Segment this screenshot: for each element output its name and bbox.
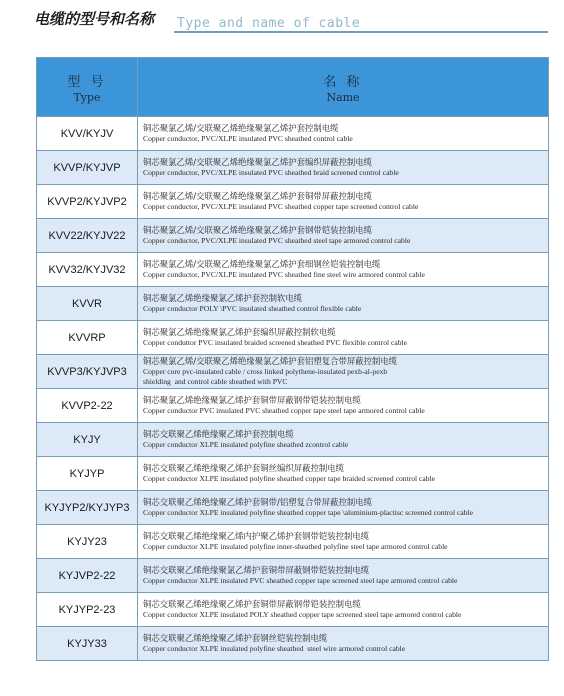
table-body (37, 117, 549, 661)
cable-type-cell: KVVP2-22 (37, 389, 138, 423)
cable-type-cell: KVVR (37, 287, 138, 321)
table-row (37, 457, 549, 491)
cable-type-cell: KYJY23 (37, 525, 138, 559)
table-row (37, 219, 549, 253)
cable-name-cell (138, 491, 549, 525)
cable-name-cn: 铜芯交联聚乙烯绝缘聚乙烯护套铜带/铝塑复合带屏蔽控制电缆 (143, 497, 372, 507)
cable-name-cn: 铜芯交联聚乙烯绝缘聚乙烯护套铜丝编织屏蔽控制电缆 (143, 463, 344, 473)
cable-name-cn: 铜芯聚氯乙烯/交联聚乙烯绝缘聚氯乙烯护套编织屏蔽控制电缆 (143, 157, 372, 167)
cable-name-en: Copper conductor XLPE insulated polyfine sheathed steel wire armored control cable (143, 644, 406, 653)
cable-name-en: Copper conductor, PVC/XLPE insulated PVC sheathed control cable (143, 134, 353, 143)
title-underline (174, 31, 548, 33)
cable-name-cn: 铜芯聚氯乙烯/交联聚乙烯绝缘聚氯乙烯护套控制电缆 (143, 123, 339, 133)
cable-type-cell: KYJYP (37, 457, 138, 491)
cable-name-cn: 铜芯交联聚乙烯绝缘聚乙烯护套钢丝铠装控制电缆 (143, 633, 328, 643)
table-row (37, 355, 549, 389)
table-row (37, 627, 549, 661)
cable-type-cell: KVV32/KYJV32 (37, 253, 138, 287)
type-header-cn: 型 号 (67, 74, 107, 90)
table-row (37, 491, 549, 525)
section-header (34, 6, 548, 34)
cable-name-en: Copper conductor, PVC/XLPE insulated PVC sheathed fine steel wire armored control cable (143, 270, 425, 279)
cable-name-cell (138, 559, 549, 593)
cable-name-cell (138, 117, 549, 151)
cable-name-en: Copper conductor XLPE insulated polyfine sheathed copper tape braided screened control cable (143, 474, 436, 483)
cable-name-en: Copper conductor XLPE insulated polyfine sheathed copper tape \aluminium-plactisc screened control cable (143, 508, 474, 517)
name-column-header (138, 58, 549, 117)
cable-table (36, 57, 549, 661)
cable-name-en: Copper conductor XLPE insulated polyfine inner-sheathed polyfine steel tape armored control cable (143, 542, 448, 551)
cable-name-cell (138, 219, 549, 253)
cable-name-en: Copper conductor, PVC/XLPE insulated PVC sheathed braid screened control cable (143, 168, 399, 177)
cable-type-cell: KVV/KYJV (37, 117, 138, 151)
cable-name-cn: 铜芯聚氯乙烯/交联聚乙烯绝缘聚氯乙烯护套钢带铠装控制电缆 (143, 225, 372, 235)
cable-name-cell (138, 593, 549, 627)
cable-type-cell: KYJVP2-22 (37, 559, 138, 593)
cable-name-cn: 铜芯交联聚乙烯绝缘聚乙烯护套控制电缆 (143, 429, 294, 439)
cable-name-cn: 铜芯聚氯乙烯绝缘聚氯乙烯护套控制软电缆 (143, 293, 303, 303)
table-row (37, 253, 549, 287)
cable-type-cell: KYJY (37, 423, 138, 457)
cable-name-en: Copper conductor, PVC/XLPE insulated PVC sheathed copper tape screened control cable (143, 202, 419, 211)
cable-name-cn: 铜芯聚氯乙烯/交联聚乙烯绝缘聚氯乙烯护套细钢丝铠装控制电缆 (143, 259, 381, 269)
cable-name-cn: 铜芯聚氯乙烯/交联聚乙烯绝缘聚氯乙烯护套铝塑复合带屏蔽控制电缆 (143, 356, 398, 366)
cable-type-cell: KVV22/KYJV22 (37, 219, 138, 253)
table-row (37, 117, 549, 151)
table-row (37, 287, 549, 321)
cable-name-cn: 铜芯聚氯乙烯绝缘聚氯乙烯护套铜带屏蔽钢带铠装控制电缆 (143, 395, 361, 405)
cable-name-cn: 铜芯交联聚乙烯绝缘聚氯乙烯护套铜带屏蔽钢带铠装控制电缆 (143, 565, 370, 575)
type-header-en: Type (73, 90, 101, 104)
cable-name-cn: 铜芯聚氯乙烯绝缘聚氯乙烯护套编织屏蔽控制软电缆 (143, 327, 336, 337)
cable-name-cell (138, 627, 549, 661)
table-row (37, 151, 549, 185)
cable-type-cell: KVVP2/KYJVP2 (37, 185, 138, 219)
table-row (37, 389, 549, 423)
cable-name-cell (138, 151, 549, 185)
name-header-cn: 名 称 (323, 74, 363, 90)
cable-name-cell (138, 185, 549, 219)
cable-name-en: Copper conductor XLPE insulated polyfine sheathed zcontrol cable (143, 440, 349, 449)
name-header-en: Name (326, 90, 360, 104)
cable-name-cell (138, 457, 549, 491)
cable-name-cell (138, 389, 549, 423)
cable-name-en: Copper conductor XLPE insulated PVC sheathed copper tape screened steel tape armored control cable (143, 576, 458, 585)
cable-name-en: Copper conductor PVC insulated PVC sheathed copper tape steel tape armored control cable (143, 406, 425, 415)
cable-name-cell (138, 525, 549, 559)
table-row (37, 423, 549, 457)
cable-name-cn: 铜芯交联聚乙烯绝缘聚乙烯内护聚乙烯护套钢带铠装控制电缆 (143, 531, 370, 541)
table-row (37, 525, 549, 559)
cable-name-en: Copper conductor POLY \PVC insulated sheathed control flexible cable (143, 304, 362, 313)
cable-type-cell: KVVRP (37, 321, 138, 355)
cable-type-cell: KYJY33 (37, 627, 138, 661)
table-row (37, 185, 549, 219)
cable-name-en: Copper conductor, PVC/XLPE insulated PVC sheathed steel tape armored control cable (143, 236, 411, 245)
cable-name-en: Copper conductor XLPE insulated POLY sheathed copper tape screened steel tape armored control cable (143, 610, 462, 619)
cable-type-cell: KVVP/KYJVP (37, 151, 138, 185)
cable-name-cell (138, 287, 549, 321)
cable-name-cn: 铜芯聚氯乙烯/交联聚乙烯绝缘聚氯乙烯护套铜带屏蔽控制电缆 (143, 191, 372, 201)
cable-name-cell (138, 423, 549, 457)
type-column-header (37, 58, 138, 117)
table-header (37, 58, 549, 117)
cable-name-cell (138, 253, 549, 287)
table-row (37, 559, 549, 593)
cable-name-cell (138, 355, 549, 389)
page-title: 电缆的型号和名称 (34, 10, 155, 28)
cable-type-cell: KVVP3/KYJVP3 (37, 355, 138, 389)
cable-type-cell: KYJYP2-23 (37, 593, 138, 627)
cable-name-en: Copper core pvc-insulated cable / cross linked polythene-insulated pexb-al-pexb shielding and control cable sheathed with PVC (143, 367, 388, 386)
cable-name-cell (138, 321, 549, 355)
cable-name-en: Copper conduttor PVC insulated braided screened sheathed PVC flexible control cable (143, 338, 408, 347)
cable-name-cn: 铜芯交联聚乙烯绝缘聚乙烯护套铜带屏蔽钢带铠装控制电缆 (143, 599, 361, 609)
table-row (37, 321, 549, 355)
table-row (37, 593, 549, 627)
cable-type-cell: KYJYP2/KYJYP3 (37, 491, 138, 525)
page-subtitle: Type and name of cable (177, 16, 361, 31)
